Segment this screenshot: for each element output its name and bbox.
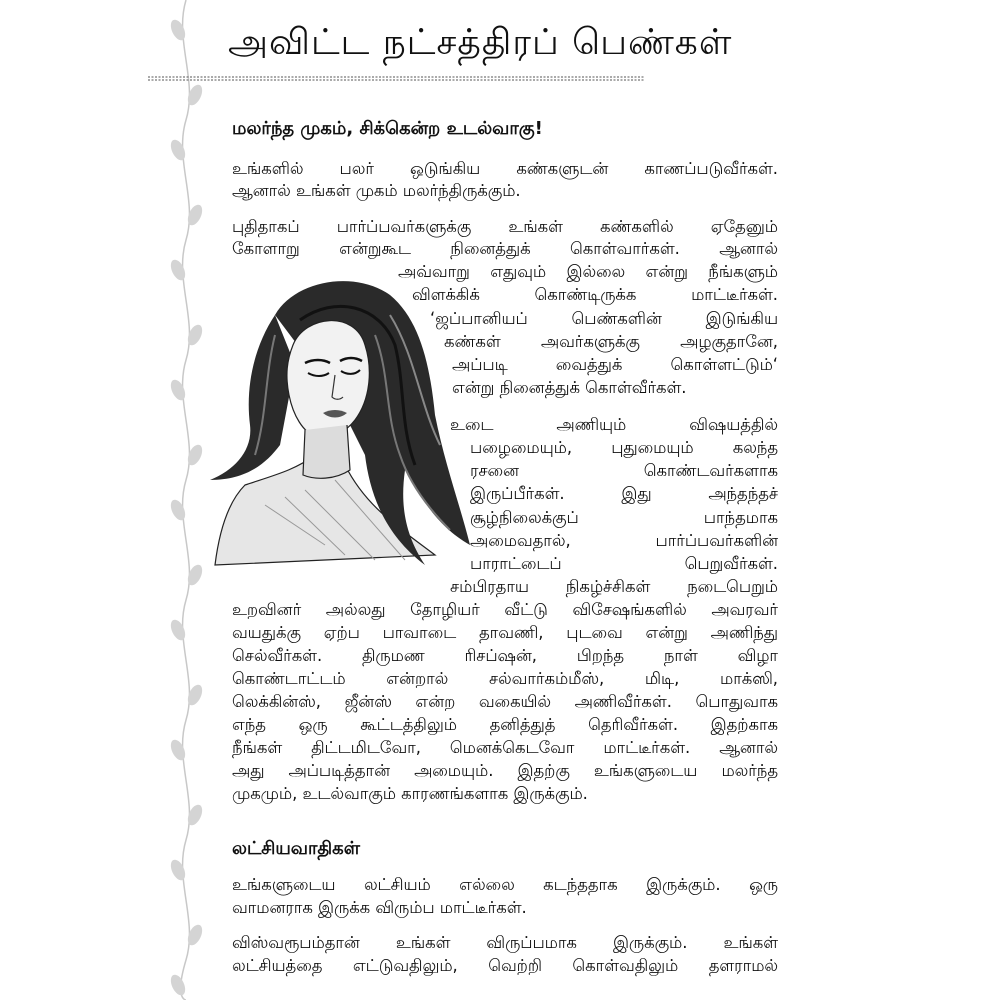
- page-title: அவிட்ட நட்சத்திரப் பெண்கள்: [228, 22, 733, 63]
- section-heading-idealists: லட்சியவாதிகள்: [232, 838, 360, 859]
- paragraph-line: வாமனராக இருக்க விரும்ப மாட்டீர்கள்.: [232, 898, 527, 917]
- vine-border-decoration: [166, 0, 206, 1000]
- paragraph-line: முகமும், உடல்வாகும் காரணங்களாக இருக்கும்.: [232, 784, 588, 803]
- title-divider-rule: [148, 74, 644, 84]
- paragraph-line: விளக்கிக் கொண்டிருக்க மாட்டீர்கள்.: [412, 285, 778, 304]
- paragraph-line: கொண்டாட்டம் என்றால் சல்வார்கம்மீஸ், மிடி, மாக்ஸி,: [232, 669, 778, 688]
- paragraph-line: செல்வீர்கள். திருமண ரிசப்ஷன், பிறந்த நாள் விழா: [232, 646, 778, 665]
- paragraph-line: விஸ்வரூபம்தான் உங்கள் விருப்பமாக இருக்கும். உங்கள்: [232, 933, 778, 952]
- paragraph-line: நீங்கள் திட்டமிடவோ, மெனக்கெடவோ மாட்டீர்கள். ஆனால்: [232, 738, 778, 757]
- paragraph-line: சூழ்நிலைக்குப் பாந்தமாக: [470, 508, 778, 527]
- paragraph-line: பாராட்டைப் பெறுவீர்கள்.: [470, 554, 778, 573]
- paragraph-line: கோளாறு என்றுகூட நினைத்துக் கொள்வார்கள். ஆனால்: [232, 239, 778, 258]
- paragraph-line: ‘ஜப்பானியப் பெண்களின் இடுங்கிய: [430, 309, 778, 328]
- paragraph-line: பழைமையும், புதுமையும் கலந்த: [470, 438, 778, 457]
- paragraph-line: புதிதாகப் பார்ப்பவர்களுக்கு உங்கள் கண்களில் ஏதேனும்: [232, 217, 778, 236]
- paragraph-line: உங்களுடைய லட்சியம் எல்லை கடந்ததாக இருக்கும். ஒரு: [232, 875, 778, 894]
- paragraph-line: உடை அணியும் விஷயத்தில்: [450, 415, 778, 434]
- paragraph-line: இருப்பீர்கள். இது அந்தந்தச்: [470, 484, 778, 503]
- paragraph-line: அப்படி வைத்துக் கொள்ளட்டும்‘: [452, 355, 778, 374]
- paragraph-line: ஆனால் உங்கள் முகம் மலர்ந்திருக்கும்.: [232, 181, 521, 200]
- paragraph-line: லட்சியத்தை எட்டுவதிலும், வெற்றி கொள்வதிலும் தளராமல்: [232, 956, 778, 975]
- paragraph-line: அவ்வாறு எதுவும் இல்லை என்று நீங்களும்: [398, 262, 778, 281]
- paragraph-line: எந்த ஒரு கூட்டத்திலும் தனித்துத் தெரிவீர்கள். இதற்காக: [232, 715, 778, 734]
- paragraph-line: அமைவதால், பார்ப்பவர்களின்: [470, 531, 778, 550]
- paragraph-line: உங்களில் பலர் ஒடுங்கிய கண்களுடன் காணப்படுவீர்கள்.: [232, 159, 778, 178]
- paragraph-line: வயதுக்கு ஏற்ப பாவாடை தாவணி, புடவை என்று அணிந்து: [232, 623, 778, 642]
- paragraph-line: என்று நினைத்துக் கொள்வீர்கள்.: [452, 378, 687, 397]
- section-heading-blooming-face: மலர்ந்த முகம், சிக்கென்ற உடல்வாகு!: [232, 118, 543, 139]
- paragraph-line: சம்பிரதாய நிகழ்ச்சிகள் நடைபெறும்: [450, 577, 778, 596]
- paragraph-line: உறவினர் அல்லது தோழியர் வீட்டு விசேஷங்களில் அவரவர்: [232, 600, 778, 619]
- paragraph-line: ரசனை கொண்டவர்களாக: [470, 461, 778, 480]
- paragraph-line: அது அப்படித்தான் அமையும். இதற்கு உங்களுடைய மலர்ந்த: [232, 761, 778, 780]
- paragraph-line: லெக்கின்ஸ், ஜீன்ஸ் என்ற வகையில் அணிவீர்கள். பொதுவாக: [232, 692, 778, 711]
- paragraph-line: கண்கள் அவர்களுக்கு அழகுதானே,: [444, 332, 778, 351]
